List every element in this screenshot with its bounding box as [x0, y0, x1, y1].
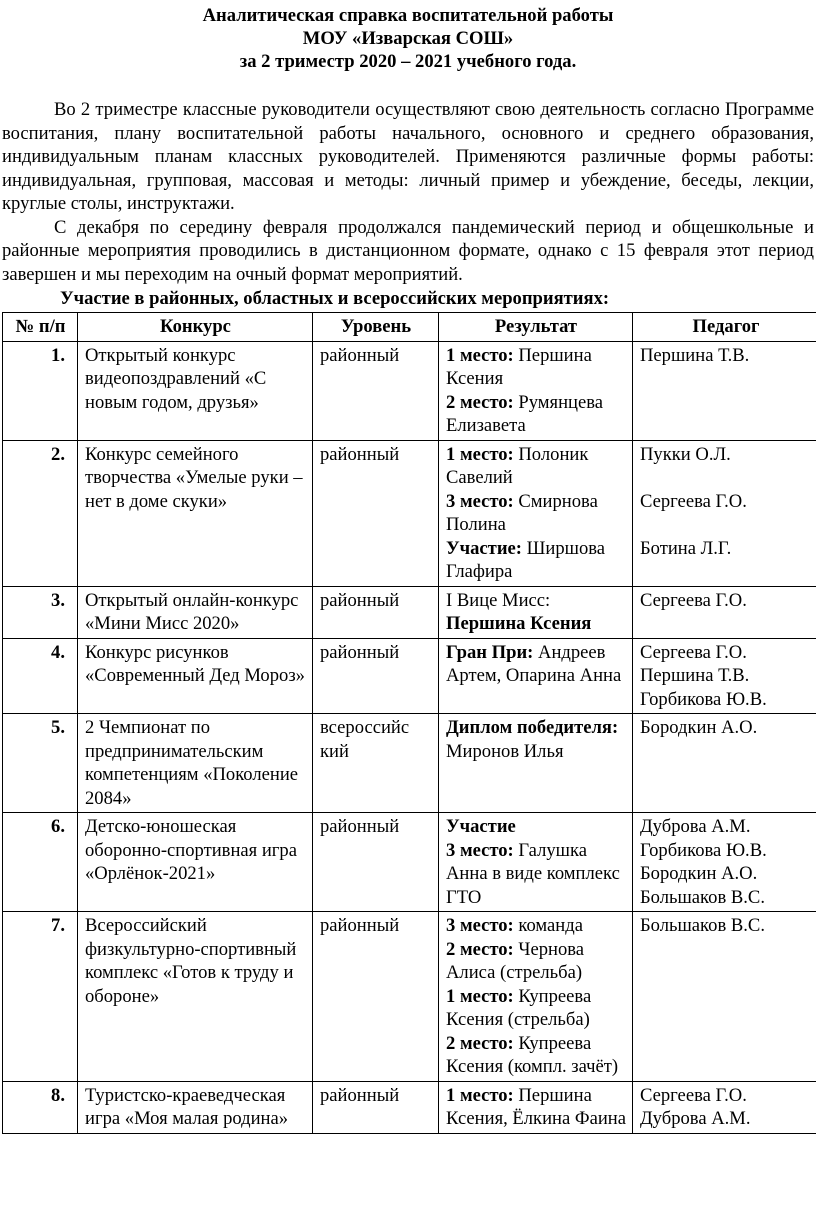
result-entry [446, 490, 626, 537]
result-entry [446, 537, 626, 584]
result-label: Диплом победителя: [446, 717, 619, 738]
teacher-name: Дуброва А.М. [640, 1108, 751, 1129]
result-label: 2 место: [446, 391, 514, 413]
table-row [3, 638, 816, 714]
row-number: 3. [3, 586, 78, 638]
teacher-name: Ботина Л.Г. [640, 537, 732, 559]
row-number: 4. [3, 638, 78, 714]
table-row [3, 813, 816, 912]
teacher-name: Сергеева Г.О. [640, 490, 747, 512]
result-entry [446, 443, 626, 490]
teacher-cell [633, 912, 816, 1082]
level-cell: районный [313, 1081, 439, 1133]
paragraph-1: Во 2 триместре классные руководители осуществляют свою деятельность согласно Программе воспитания, плану воспитательной работы начального, основного и среднего образования, индивидуальным планам классных руководителей. Применяются различные формы работы: индивидуальная, групповая, массовая и методы: личный пример и убеждение, беседы, лекции, круглые столы, инструктажи. [2, 99, 814, 214]
result-label: Першина Ксения [446, 613, 592, 634]
table-row [3, 440, 816, 586]
teacher-cell [633, 586, 816, 638]
teacher-name: Сергеева Г.О. [640, 1084, 747, 1106]
result-cell [439, 714, 633, 813]
table-body [3, 341, 816, 1133]
result-label: 1 место: [446, 1084, 514, 1106]
section-heading: Участие в районных, областных и всероссийских мероприятиях: [60, 288, 610, 309]
row-number: 1. [3, 341, 78, 440]
row-number: 8. [3, 1081, 78, 1133]
result-entry [446, 589, 626, 613]
result-text: Румянцева Елизавета [446, 391, 604, 436]
result-cell [439, 440, 633, 586]
level-text-part: всероссийс [320, 717, 410, 738]
result-text: Полоник Савелий [446, 443, 589, 488]
result-text: Ширшова Глафира [446, 537, 606, 582]
contest-cell: Открытый конкурс видеопоздравлений «С новым годом, друзья» [78, 341, 313, 440]
result-entry [446, 344, 626, 391]
result-text: Андреев Артем, Опарина Анна [446, 641, 622, 686]
result-entry [446, 938, 626, 985]
result-cell [439, 638, 633, 714]
teacher-name: Сергеева Г.О. [640, 641, 747, 663]
level-cell: районный [313, 440, 439, 586]
level-cell: районный [313, 586, 439, 638]
table-row [3, 912, 816, 1082]
contest-cell: Конкурс рисунков «Современный Дед Мороз» [78, 638, 313, 714]
result-entry [446, 1084, 626, 1131]
result-label: 1 место: [446, 443, 514, 465]
result-text: Першина Ксения, Ёлкина Фаина [446, 1084, 626, 1129]
table-header-row [3, 313, 816, 342]
document-page [0, 0, 816, 310]
result-entry [446, 391, 626, 438]
teacher-name: Бородкин А.О. [640, 717, 758, 738]
contest-cell: Открытый онлайн-конкурс «Мини Мисс 2020» [78, 586, 313, 638]
teacher-name: Большаков В.С. [640, 915, 765, 936]
result-cell [439, 586, 633, 638]
result-text: Першина Ксения [446, 344, 592, 389]
row-number: 5. [3, 714, 78, 813]
teacher-name: Большаков В.С. [640, 886, 765, 908]
events-table [2, 312, 816, 1134]
result-text: Смирнова Полина [446, 490, 598, 535]
result-text: Чернова Алиса (стрельба) [446, 938, 585, 983]
contest-cell: Детско-юношеская оборонно-спортивная игра «Орлёнок-2021» [78, 813, 313, 912]
header-contest: Конкурс [78, 313, 313, 342]
teacher-spacer [640, 466, 812, 490]
result-text: Галушка Анна в виде комплекс ГТО [446, 839, 620, 908]
result-entry [446, 612, 626, 636]
teacher-name: Пукки О.Л. [640, 443, 731, 465]
result-label: Участие: [446, 537, 522, 559]
teacher-name: Сергеева Г.О. [640, 589, 747, 611]
level-cell: районный [313, 813, 439, 912]
result-entry [446, 641, 626, 688]
teacher-cell [633, 1081, 816, 1133]
teacher-name: Горбикова Ю.В. [640, 839, 767, 861]
result-label: 3 место: [446, 490, 514, 512]
contest-cell: Конкурс семейного творчества «Умелые руки – нет в доме скуки» [78, 440, 313, 586]
result-text: Купреева Ксения (стрельба) [446, 985, 592, 1030]
result-entry [446, 985, 626, 1032]
row-number: 6. [3, 813, 78, 912]
level-cell: районный [313, 912, 439, 1082]
teacher-name: Першина Т.В. [640, 665, 750, 686]
level-cell: районный [313, 638, 439, 714]
result-cell [439, 912, 633, 1082]
result-cell [439, 341, 633, 440]
result-label: Участие [446, 816, 516, 837]
header-result: Результат [439, 313, 633, 342]
contest-cell: 2 Чемпионат по предпринимательским компетенциям «Поколение 2084» [78, 714, 313, 813]
row-number: 7. [3, 912, 78, 1082]
teacher-cell [633, 714, 816, 813]
result-label: 3 место: [446, 915, 514, 936]
result-entry [446, 716, 626, 763]
result-label: 3 место: [446, 839, 514, 861]
result-label: 1 место: [446, 344, 514, 366]
table-row [3, 714, 816, 813]
result-text: Купреева Ксения (компл. зачёт) [446, 1032, 619, 1077]
result-text: команда [513, 915, 583, 936]
teacher-cell [633, 341, 816, 440]
result-text: I Вице Мисс: [446, 589, 551, 611]
result-label: 1 место: [446, 985, 514, 1007]
result-text: Миронов Илья [446, 740, 564, 762]
teacher-name: Дуброва А.М. [640, 816, 751, 837]
teacher-spacer [640, 513, 812, 537]
teacher-cell [633, 638, 816, 714]
result-entry [446, 815, 626, 839]
document-title [0, 4, 816, 73]
result-label: Гран При: [446, 641, 534, 663]
result-label: 2 место: [446, 938, 514, 960]
level-cell: районный [313, 341, 439, 440]
paragraph-2: С декабря по середину февраля продолжался пандемический период и общешкольные и районные мероприятия проводились в дистанционном формате, однако с 15 февраля этот период завершен и мы переходим на очный формат мероприятий. [2, 216, 814, 285]
result-entry [446, 914, 626, 938]
title-line-2: МОУ «Изварская СОШ» [302, 28, 514, 49]
teacher-name: Горбикова Ю.В. [640, 688, 767, 710]
level-cell [313, 714, 439, 813]
table-row [3, 1081, 816, 1133]
result-entry [446, 839, 626, 910]
title-line-1: Аналитическая справка воспитательной работы [202, 5, 614, 26]
row-number: 2. [3, 440, 78, 586]
table-row [3, 341, 816, 440]
result-cell [439, 813, 633, 912]
teacher-name: Першина Т.В. [640, 344, 750, 366]
result-label: 2 место: [446, 1032, 514, 1054]
result-cell [439, 1081, 633, 1133]
header-num: № п/п [3, 313, 78, 342]
header-teacher: Педагог [633, 313, 816, 342]
teacher-cell [633, 813, 816, 912]
teacher-cell [633, 440, 816, 586]
table-row [3, 586, 816, 638]
contest-cell: Туристско-краеведческая игра «Моя малая родина» [78, 1081, 313, 1133]
teacher-name: Бородкин А.О. [640, 863, 758, 884]
result-entry [446, 1032, 626, 1079]
header-level: Уровень [313, 313, 439, 342]
contest-cell: Всероссийский физкультурно-спортивный комплекс «Готов к труду и обороне» [78, 912, 313, 1082]
title-line-3: за 2 триместр 2020 – 2021 учебного года. [239, 51, 577, 72]
level-text-part: кий [320, 740, 349, 762]
